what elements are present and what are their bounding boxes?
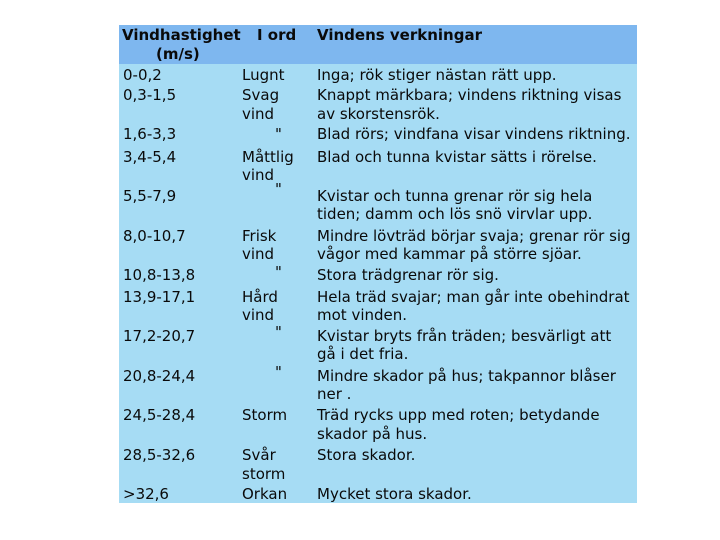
row-effect: av skorstensrök. [317, 105, 440, 123]
row-effect: gå i det fria. [317, 345, 409, 363]
row-effect: Blad rörs; vindfana visar vindens riktning. [317, 125, 631, 143]
row-word: Frisk [242, 227, 277, 245]
row-effect: Stora trädgrenar rör sig. [317, 266, 499, 284]
row-word: Svår [242, 446, 276, 464]
row-effect: Knappt märkbara; vindens riktning visas [317, 86, 622, 104]
row-word: " [275, 180, 282, 198]
row-word: vind [242, 166, 275, 184]
row-word: Hård [242, 288, 278, 306]
row-speed: 5,5-7,9 [123, 187, 177, 205]
row-effect: Hela träd svajar; man går inte obehindrat [317, 288, 630, 306]
header-speed: Vindhastighet [122, 26, 241, 44]
row-word: vind [242, 306, 275, 324]
row-speed: 3,4-5,4 [123, 148, 177, 166]
row-effect: skador på hus. [317, 425, 428, 443]
row-speed: 13,9-17,1 [123, 288, 196, 306]
table-header [119, 25, 637, 64]
row-effect: Inga; rök stiger nästan rätt upp. [317, 66, 557, 84]
row-speed: 28,5-32,6 [123, 446, 196, 464]
row-word: Måttlig [242, 148, 294, 166]
row-effect: mot vinden. [317, 306, 408, 324]
row-word: Svag [242, 86, 280, 104]
row-effect: Blad och tunna kvistar sätts i rörelse. [317, 148, 597, 166]
row-word: Lugnt [242, 66, 285, 84]
row-effect: Mindre lövträd börjar svaja; grenar rör sig [317, 227, 631, 245]
row-speed: 20,8-24,4 [123, 367, 196, 385]
row-speed: 17,2-20,7 [123, 327, 196, 345]
header-speed-unit: (m/s) [156, 45, 200, 63]
row-effect: Träd rycks upp med roten; betydande [317, 406, 600, 424]
row-speed: 1,6-3,3 [123, 125, 177, 143]
row-word: vind [242, 105, 275, 123]
row-effect: tiden; damm och lös snö virvlar upp. [317, 205, 593, 223]
row-speed: 0,3-1,5 [123, 86, 177, 104]
row-effect: Stora skador. [317, 446, 416, 464]
row-effect: Kvistar bryts från träden; besvärligt att [317, 327, 612, 345]
header-effects: Vindens verkningar [317, 26, 482, 44]
row-effect: Kvistar och tunna grenar rör sig hela [317, 187, 593, 205]
row-speed: 24,5-28,4 [123, 406, 196, 424]
row-word: Orkan [242, 485, 288, 503]
row-word: " [275, 363, 282, 381]
row-word: " [275, 263, 282, 281]
row-word: vind [242, 245, 275, 263]
row-speed: >32,6 [123, 485, 169, 503]
row-word: storm [242, 465, 286, 483]
row-effect: Mindre skador på hus; takpannor blåser [317, 367, 616, 385]
row-word: " [275, 323, 282, 341]
row-speed: 10,8-13,8 [123, 266, 196, 284]
row-speed: 0-0,2 [123, 66, 162, 84]
row-effect: Mycket stora skador. [317, 485, 472, 503]
wind-scale-table [119, 25, 637, 503]
header-word: I ord [257, 26, 297, 44]
row-word: " [275, 125, 282, 143]
row-word: Storm [242, 406, 288, 424]
row-effect: vågor med kammar på större sjöar. [317, 245, 582, 263]
row-effect: ner . [317, 385, 352, 403]
row-speed: 8,0-10,7 [123, 227, 186, 245]
